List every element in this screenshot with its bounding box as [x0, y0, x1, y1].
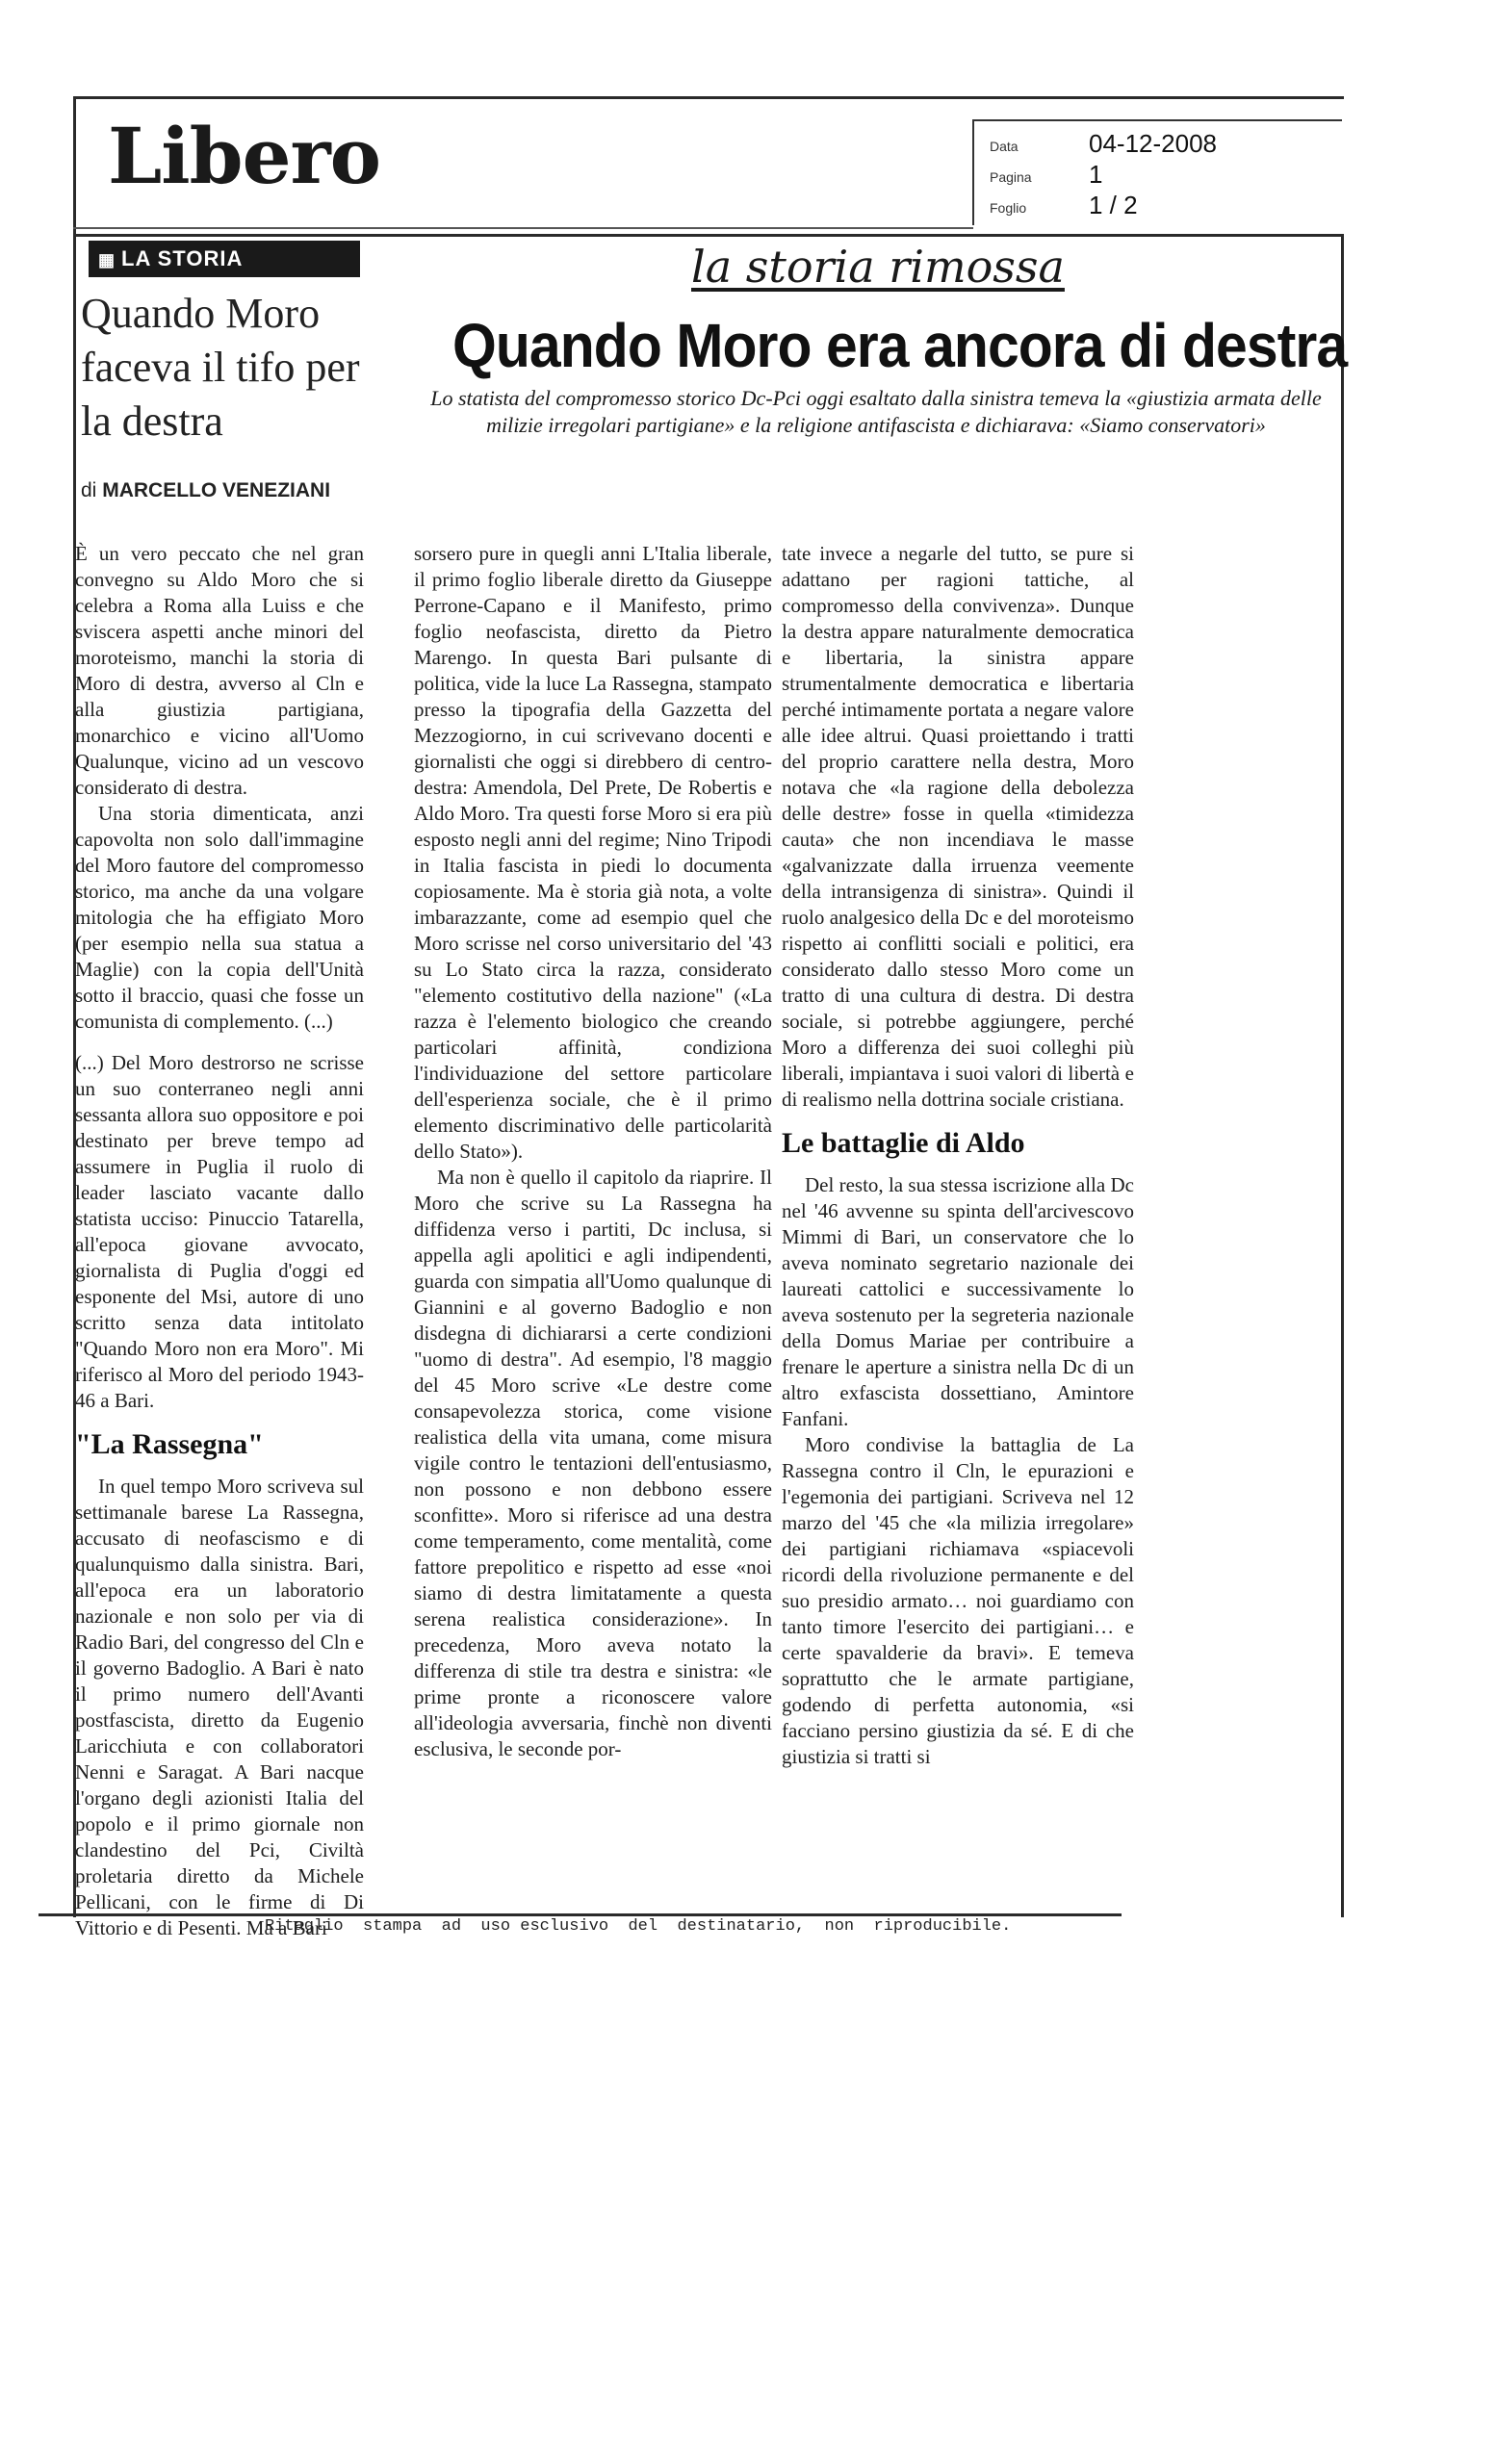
logo-text: Libero — [108, 111, 380, 201]
meta-label: Foglio — [990, 200, 1027, 216]
kicker: la storia rimossa — [691, 241, 1065, 293]
meta-value: 04-12-2008 — [1089, 129, 1217, 158]
section-bars-icon: ▦ — [98, 250, 116, 270]
meta-label: Data — [990, 139, 1019, 154]
article-column-3 — [782, 541, 1134, 1770]
paragraph: Ma non è quello il capitolo da riaprire. Il Moro che scrive su La Rassegna ha diffidenza verso i partiti, Dc inclusa, si appella agli apolitici e agli indipendenti, guarda con simpatia all'Uomo qualunque di Giannini e al governo Badoglio e non disdegna di dichiararsi a certe condizioni "uomo di destra". Ad esempio, l'8 maggio del 45 Moro scrive «Le destre come consapevolezza storica, come visione realistica della vita umana, come misura vigile contro le tentazioni dell'entusiasmo, non possono e non debbono essere sconfitte». Moro si riferisce ad una destra come temperamento, come mentalità, come fattore prepolitico e rispetto ad esse «noi siamo di destra limitatamente a questa serena realistica considerazione». In precedenza, Moro aveva notato la differenza di stile tra destra e sinistra: «le prime pronte a riconoscere valore all'ideologia avversaria, finchè non diventi esclusiva, le seconde por- — [414, 1166, 772, 1760]
article-column-1 — [75, 541, 364, 1941]
paragraph: È un vero peccato che nel gran convegno su Aldo Moro che si celebra a Roma alla Luiss e che sviscera aspetti anche minori del moroteismo, manchi la storia di Moro di destra, avverso al Cln e alla giustizia partigiana, monarchico e vicino all'Uomo Qualunque, vicino ad un vescovo considerato di destra. — [75, 542, 364, 799]
newspaper-logo — [108, 111, 380, 201]
standfirst: Lo statista del compromesso storico Dc-Pci oggi esaltato dalla sinistra temeva la «giustizia armata delle milizie irregolari partigiane» e la religione antifascista e dichiarava: «Siamo conservatori» — [430, 386, 1322, 437]
paragraph: Del resto, la sua stessa iscrizione alla Dc nel '46 avvenne su spinta dell'arcivescovo Mimmi di Bari, un conservatore che lo aveva nominato segretario nazionale dei laureati cattolici e successivamente lo aveva sostenuto per la segreteria nazionale della Domus Mariae per contribuire a frenare le aperture a sinistra nella Dc di un altro exfascista dossettiano, Amintore Fanfani. — [782, 1173, 1134, 1430]
clipping-disclaimer: Ritaglio stampa ad uso esclusivo del destinatario, non riproducibile. — [265, 1917, 1012, 1936]
frame-right-border — [1341, 236, 1344, 1917]
paragraph: Moro condivise la battaglia de La Rassegna contro il Cln, le epurazioni e l'egemonia dei partigiani. Scriveva nel 12 marzo del '45 che «la milizia irregolare» dei partigiani richiamava «spiacevoli ricordi della rivoluzione permanente e del suo presidio armato… noi guardiamo con tanto timore l'esercito dei partigiani… e certe spavalderie da bravi». E temeva soprattutto che le armate partigiane, godendo di perfetta autonomia, «si facciano persino giustizia da sé. E di che giustizia si tratti si — [782, 1433, 1134, 1768]
meta-value: 1 — [1089, 160, 1103, 189]
paragraph: tate invece a negarle del tutto, se pure si adattano per ragioni tattiche, al compromesso della convivenza». Dunque la destra appare naturalmente democratica e libertaria, la sinistra appare strumentalmente democratica e libertaria perché intimamente portata a negare valore alle idee altrui. Quasi proiettando i tratti del proprio carattere nella destra, Moro notava che «la ragione della debolezza delle destre» fosse in quella «timidezza cauta» che non incendiava le masse «galvanizzate dalla irruenza veemente della intransigenza di sinistra». Quindi il ruolo analgesico della Dc e del moroteismo rispetto ai conflitti sociali e politici, era considerato dallo stesso Moro come un tratto di una cultura di destra. Di destra sociale, si potrebbe aggiungere, perché Moro a differenza dei suoi colleghi più liberali, impiantava i suoi valori di libertà e di realismo nella dottrina sociale cristiana. — [782, 542, 1134, 1111]
header-divider — [73, 234, 1344, 237]
meta-box — [972, 119, 1342, 225]
header-rule — [73, 227, 973, 229]
paragraph: (...) Del Moro destrorso ne scrisse un suo conterraneo negli anni sessanta allora suo oppositore e poi destinato per breve tempo ad assumere in Puglia il ruolo di leader lasciato vacante dallo statista ucciso: Pinuccio Tatarella, all'epoca giovane avvocato, giornalista di Puglia d'oggi ed esponente del Msi, autore di uno scritto senza data intitolato "Quando Moro non era Moro". Mi riferisco al Moro del periodo 1943-46 a Bari. — [75, 1051, 364, 1412]
subheading: Le battaglie di Aldo — [782, 1127, 1025, 1159]
byline-prefix: di — [81, 479, 97, 501]
side-title: Quando Moro faceva il tifo per la destra — [81, 290, 360, 445]
paragraph: sorsero pure in quegli anni L'Italia liberale, il primo foglio liberale diretto da Giuseppe Perrone-Capano e il Manifesto, primo foglio neofascista, diretto da Pietro Marengo. In questa Bari pulsante di politica, vide la luce La Rassegna, stampato presso la tipografia della Gazzetta del Mezzogiorno, in cui scrivevano docenti e giornalisti che oggi si direbbero di centro-destra: Amendola, Del Prete, De Robertis e Aldo Moro. Tra questi forse Moro si era più esposto negli anni del regime; Nino Tripodi in Italia fascista in piedi lo documenta copiosamente. Ma è storia già nota, a volte imbarazzante, come ad esempio quel che Moro scrisse nel corso universitario del '43 su Lo Stato circa la razza, considerato "elemento costitutivo della nazione" («La razza è l'elemento biologico che creando particolari affinità, condiziona l'individuazione del settore particolare dell'esperienza sociale, che è il primo elemento discriminativo delle particolarità dello Stato»). — [414, 542, 772, 1163]
byline-author: MARCELLO VENEZIANI — [102, 479, 331, 501]
meta-label: Pagina — [990, 169, 1032, 185]
paragraph: In quel tempo Moro scriveva sul settimanale barese La Rassegna, accusato di neofascismo e di qualunquismo dalla sinistra. Bari, all'epoca era un laboratorio nazionale e non solo per via di Radio Bari, del congresso del Cln e il governo Badoglio. A Bari è nato il primo numero dell'Avanti postfascista, diretto da Eugenio Laricchiuta e con collaboratori Nenni e Saragat. A Bari nacque l'organo degli azionisti Italia del popolo e il primo giornale non clandestino del Pci, Civiltà proletaria diretto da Michele Pellicani, con le firme di Di Vittorio e di Pesenti. Ma a Bari — [75, 1475, 364, 1939]
paragraph: Una storia dimenticata, anzi capovolta non solo dall'immagine del Moro fautore del compromesso storico, ma anche da una volgare mitologia che ha effigiato Moro (per esempio nella sua statua a Maglie) con la copia dell'Unità sotto il braccio, quasi che fosse un comunista di complemento. (...) — [75, 802, 364, 1033]
section-tag-label: LA STORIA — [121, 246, 244, 270]
headline: Quando Moro era ancora di destra — [452, 311, 1348, 380]
byline — [81, 479, 330, 502]
article-column-2 — [414, 541, 772, 1762]
meta-value: 1 / 2 — [1089, 191, 1138, 219]
section-tag — [89, 241, 360, 277]
subheading: "La Rassegna" — [75, 1428, 264, 1460]
